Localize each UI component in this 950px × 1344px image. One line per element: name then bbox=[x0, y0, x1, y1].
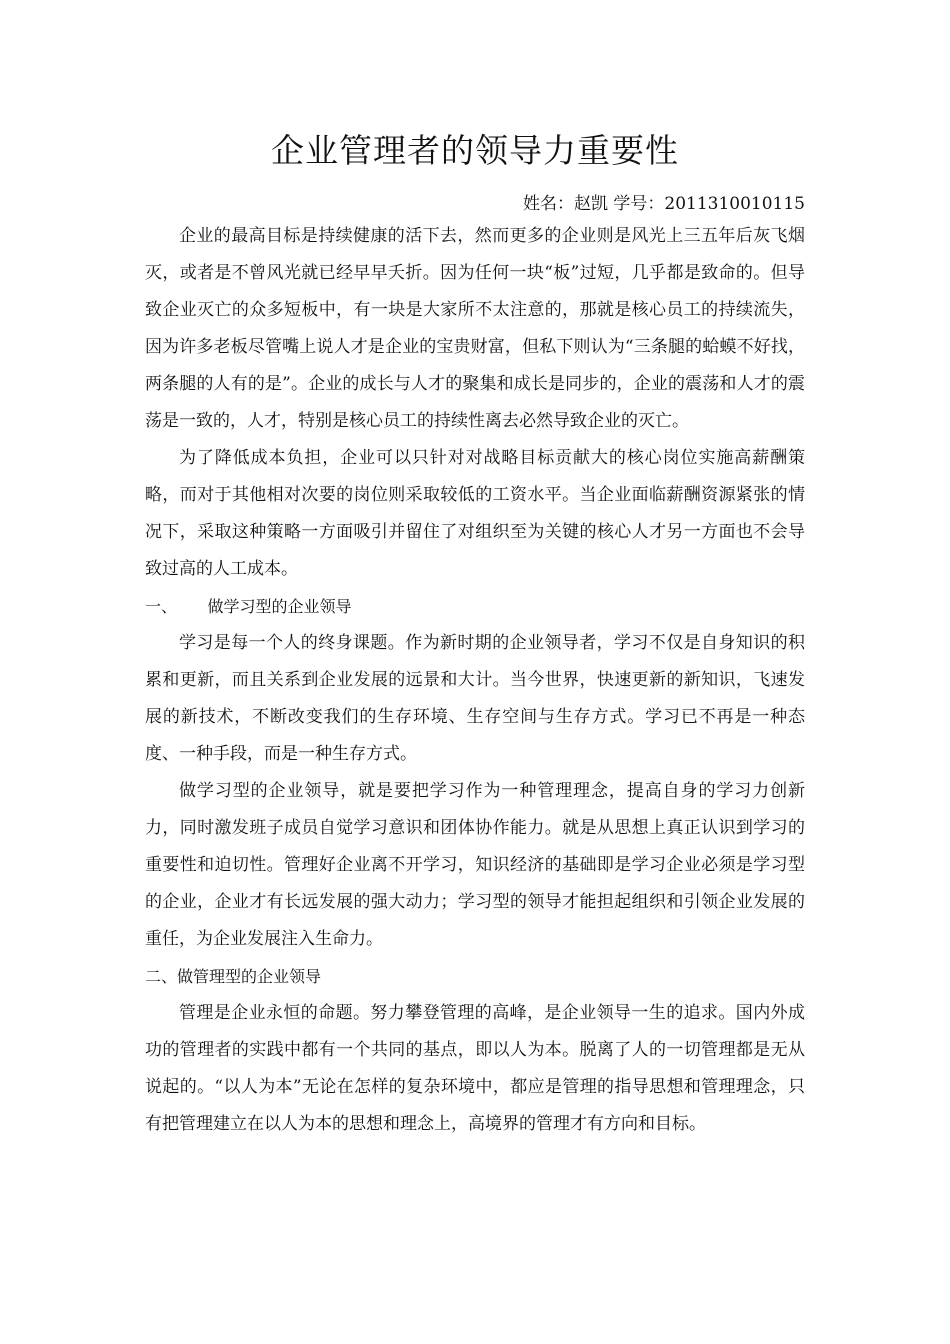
intro-paragraph-2: 为了降低成本负担，企业可以只针对对战略目标贡献大的核心岗位实施高薪酬策略，而对于其他相对次要的岗位则采取较低的工资水平。当企业面临薪酬资源紧张的情况下，采取这种策略一方面吸引并留住了对组织至为关键的核心人才另一方面也不会导致过高的人工成本。 bbox=[145, 448, 805, 579]
section-1-paragraph-2: 做学习型的企业领导，就是要把学习作为一种管理理念，提高自身的学习力创新力，同时激发班子成员自觉学习意识和团体协作能力。就是从思想上真正认识到学习的重要性和迫切性。管理好企业离不开学习，知识经济的基础即是学习企业必须是学习型的企业，企业才有长远发展的强大动力；学习型的领导才能担起组织和引领企业发展的重任，为企业发展注入生命力。 bbox=[145, 781, 805, 949]
section-2-paragraph-1: 管理是企业永恒的命题。努力攀登管理的高峰，是企业领导一生的追求。国内外成功的管理者的实践中都有一个共同的基点，即以人为本。脱离了人的一切管理都是无从说起的。“以人为本”无论在怎样的复杂环境中，都应是管理的指导思想和管理理念，只有把管理建立在以人为本的思想和理念上，高境界的管理才有方向和目标。 bbox=[145, 1003, 805, 1134]
section-2-heading: 二、做管理型的企业领导 bbox=[145, 967, 322, 986]
intro-paragraph-1: 企业的最高目标是持续健康的活下去，然而更多的企业则是风光上三五年后灰飞烟灭，或者是不曾风光就已经早早夭折。因为任何一块“板”过短，几乎都是致命的。但导致企业灭亡的众多短板中，有一块是大家所不太注意的，那就是核心员工的持续流失，因为许多老板尽管嘴上说人才是企业的宝贵财富，但私下则认为“三条腿的蛤蟆不好找，两条腿的人有的是”。企业的成长与人才的聚集和成长是同步的，企业的震荡和人才的震荡是一致的，人才，特别是核心员工的持续性离去必然导致企业的灭亡。 bbox=[145, 226, 805, 431]
section-1-paragraph-1: 学习是每一个人的终身课题。作为新时期的企业领导者，学习不仅是自身知识的积累和更新，而且关系到企业发展的远景和大计。当今世界，快速更新的新知识，飞速发展的新技术，不断改变我们的生存环境、生存空间与生存方式。学习已不再是一种态度、一种手段，而是一种生存方式。 bbox=[145, 633, 805, 764]
section-1-heading: 一、 做学习型的企业领导 bbox=[145, 597, 352, 616]
document-page bbox=[145, 126, 805, 1143]
document-title: 企业管理者的领导力重要性 bbox=[271, 131, 679, 170]
author-line: 姓名：赵凯 学号：2011310010115 bbox=[522, 194, 805, 214]
